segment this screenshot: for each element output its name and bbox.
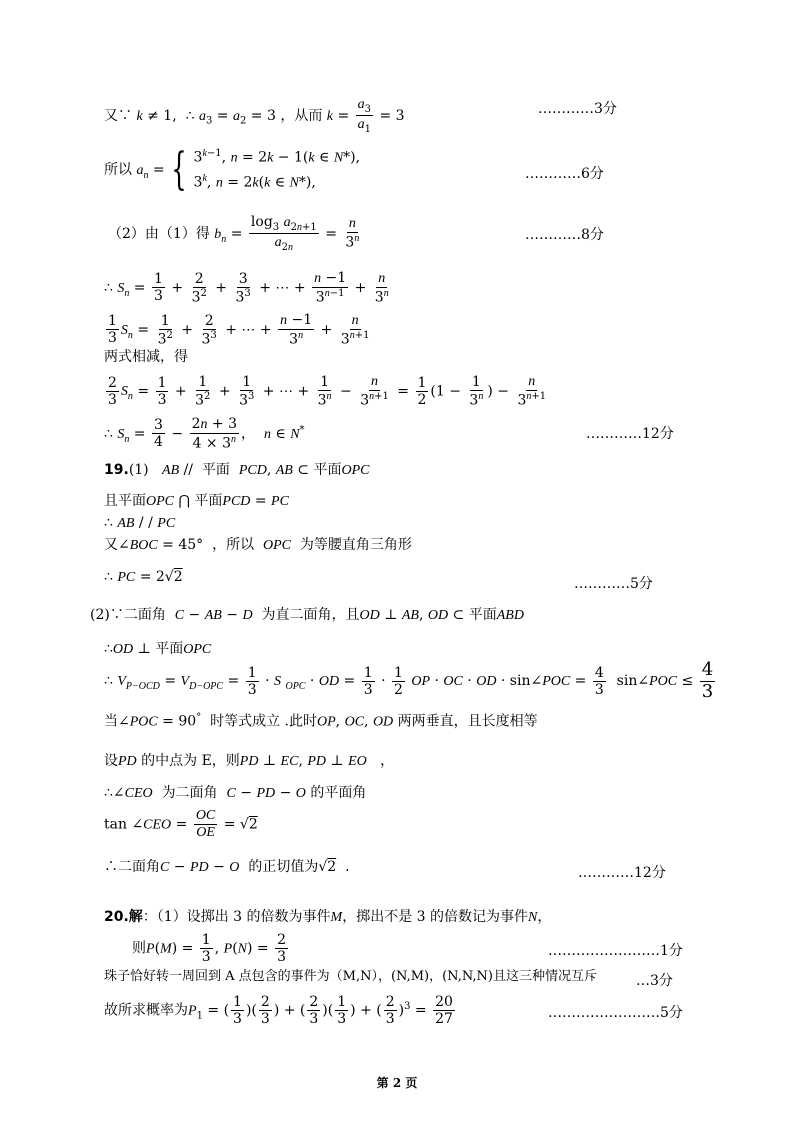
q19-line-10: 设PD 的中点为 E，则PD ⊥ EC, PD ⊥ EO ，: [104, 753, 395, 769]
q19-line-4: 又∠BOC = 45° ，所以 OPC 为等腰直角三角形: [104, 537, 412, 553]
text: 从而: [294, 107, 323, 124]
q20-line-4: 故所求概率为$P_1$ = ( $\frac{1}{3}$ )( $\frac{2}{3}$ ) + ( $\frac{2}{3}$ )( $\frac{1}{3}$ ) + ( $\frac{2}{3}$ )$^3$ = $\frac{20}{27}$: [104, 994, 453, 1028]
q19-line-11: ∴∠CEO 为二面角 C − PD − O 的平面角: [104, 785, 367, 801]
q19-line-3: ∴ AB / / PC: [104, 515, 176, 531]
score-5b: ……………………5分: [548, 1005, 683, 1021]
line-4: ∴ $S_n$ = $\frac{1}{3}$ + $\frac{2}{3^2}$ + $\frac{3}{3^3}$ + ⋯ + $\frac{n -1}{3^{n-1}}$ + $\frac{n}{3^n}$: [104, 270, 389, 306]
q20-line-2: 则P(M) = $\frac{1}{3}$ , P(N) = $\frac{2}{3}$: [132, 932, 287, 966]
score-12a: …………12分: [586, 426, 674, 442]
score-6: …………6分: [525, 166, 604, 182]
q19-line-12: tan ∠CEO = $\frac{OC}{OE}$ = √2: [104, 808, 258, 841]
score-8: …………8分: [525, 227, 604, 243]
q20-line-3: 珠子恰好转一周回到 A 点包含的事件为（M,N），(N,M)，(N,N,N)且这三种情况互斥: [104, 969, 597, 984]
score-12b: …………12分: [578, 865, 666, 881]
page-number: 第 2 页: [376, 1076, 418, 1090]
q19-line-9: 当∠POC = 90° 时等式成立 .此时OP, OC, OD 两两垂直，且长度相等: [104, 712, 538, 730]
q19-line-7: ∴OD ⊥ 平面OPC: [104, 641, 212, 657]
q19-line-6: (2)∵二面角 C − AB − D 为直二面角，且OD ⊥ AB, OD ⊂ 平面ABD: [90, 607, 524, 623]
score-3b: …3分: [636, 973, 673, 989]
text: 所以: [104, 162, 132, 178]
text: ∴: [185, 107, 195, 124]
q19-line-13: ∴二面角C − PD − O 的正切值为√2 .: [104, 859, 350, 875]
line-1: 又∵ k ≠ 1, ∴ $a_3 = a_2 = 3$ ，从而 k = $\frac{a_3}{a_1}$ = 3: [104, 97, 405, 136]
q19-line-2: 且平面OPC ⋂ 平面PCD = PC: [104, 493, 289, 509]
line-6: 两式相减，得: [104, 349, 188, 365]
q19-line-1: 19.(1) AB // 平面 PCD, AB ⊂ 平面OPC: [104, 462, 370, 478]
score-3: …………3分: [538, 101, 617, 117]
line-3: （2）由（1）得 $b_n$ = $\frac{\log_3 a_{2n+1}}{a_{2n}}$ = $\frac{n}{3^n}$: [108, 214, 360, 254]
q20-line-1: 20.解：（1）设掷出 3 的倍数为事件M，掷出不是 3 的倍数记为事件N，: [104, 909, 552, 925]
score-5a: …………5分: [574, 576, 653, 592]
score-1: ……………………1分: [548, 943, 683, 959]
line-2: 所以 $a_n$ = { $3^{k-1}$, n = 2k − 1(k ∈ N*), 3$^k$, n = 2k(k ∈ N*),: [104, 144, 361, 195]
line-5: $\frac{1}{3}$ $S_n$ = $\frac{1}{3^2}$ + $\frac{2}{3^3}$ + ⋯ + $\frac{n -1}{3^n}$ + $\frac{n}{3^{n+1}}$: [108, 312, 370, 348]
line-8: ∴ $S_n$ = $\frac{3}{4}$ − $\frac{2n + 3}{4 \times 3^n}$ ， n ∈ N*: [104, 416, 305, 452]
q19-line-8: ∴ $V_{P-OCD} = V_{D-OPC}$ = $\frac{1}{3}$ · S $_{OPC}$ · OD = $\frac{1}{3}$ · $\frac{1}{2}$ OP · OC · OD · sin∠POC = $\frac{4}{3}$ sin∠POC ≤ $\frac{4}{3}$: [104, 659, 714, 702]
line-7: $\frac{2}{3}$ $S_n$ = $\frac{1}{3}$ + $\frac{1}{3^2}$ + $\frac{1}{3^3}$ + ⋯ + $\frac{1}{3^n}$ − $\frac{n}{3^{n+1}}$ = $\frac{1}{2}$ (1 − $\frac{1}{3^n}$ ) − $\frac{n}{3^{n+1}}$: [108, 374, 547, 409]
q19-line-5: ∴ PC = 2√2: [104, 569, 183, 585]
text: （2）由（1）得: [108, 225, 210, 242]
text: 又∵: [104, 107, 132, 124]
